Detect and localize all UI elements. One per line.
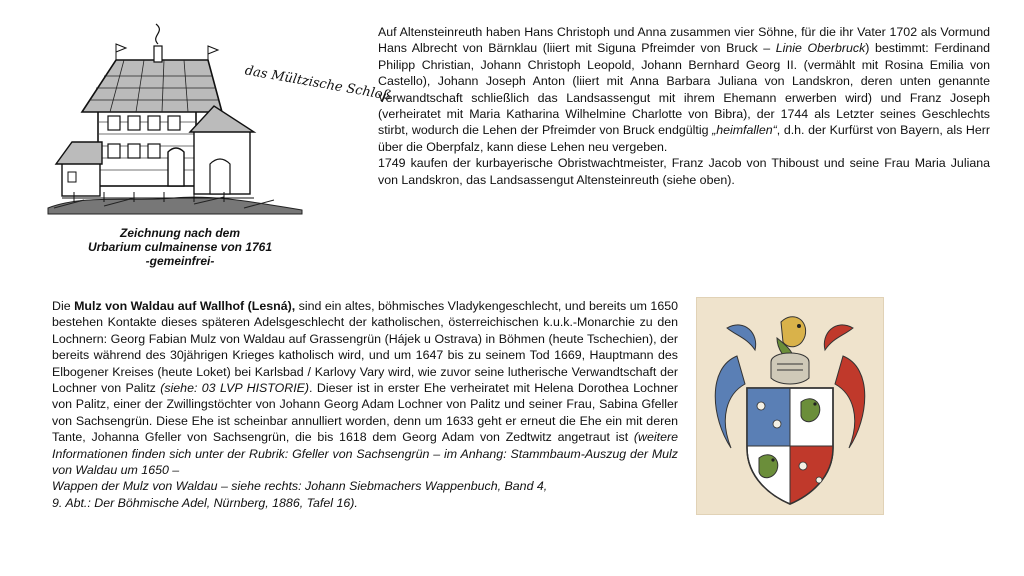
text-run: sind ein altes, böhmisches Vladykengeschlecht, und bereits um 1650 bestehen Kontakte dieses späteren Adelsgeschlecht der katholischen, österreichischen k.u.k.-Monarchie zu den Lochnern: Georg Fabian Mulz von Waldau auf Grassengrün (Hájek u Ostrava) in Böhmen (heute Tschechien), der bereits während des 30jährigen Krieges katholisch wird, und um 1647 bis zu seinem Tod 1669, Hauptmann des Elbogener Kreises (heute Loket) bei Karlsbad / Karlovy Vary wird, wie zuvor seine lutherische Verwandtschaft der Lochner von Palitz (52, 299, 678, 396)
text-run: , d.h. der Kurfürst von Bayern, als Herr über die Oberpfalz, kann diese Lehen neu vergeben. (378, 123, 990, 154)
coat-of-arms-image (696, 297, 884, 515)
caption-line-1: Zeichnung nach dem (119, 226, 240, 240)
italic-run: Wappen der Mulz von Waldau – siehe rechts: Johann Siebmachers Wappenbuch, Band 4, (52, 479, 548, 494)
italic-run: Linie Oberbruck (775, 41, 866, 56)
paragraph-mulz-von-waldau (52, 298, 678, 511)
castle-drawing (44, 22, 393, 218)
drawing-inscription: das Mültzische Schloß (243, 63, 393, 104)
text-run: Die (52, 299, 75, 313)
drawing-caption (40, 226, 320, 268)
caption-line-2: Urbarium culmainense von 1761 (87, 240, 273, 254)
italic-run: (weitere Informationen finden sich unter der Rubrik: Gfeller von Sachsengrün – im Anhang: Stammbaum-Auszug der Mulz von Waldau um 1650 – (52, 430, 678, 478)
italic-run: 9. Abt.: Der Böhmische Adel, Nürnberg, 1886, Tafel 16). (52, 495, 358, 510)
text-run: ) bestimmt: Ferdinand Philipp Christian, Johann Christoph Leopold, Johann Bernhard Georg II. (vermählt mit Rosina Emilia von Castello), Johann Joseph Anton (liiert mit Anna Barbara Juliana von Landskron, deren unten genannte Verwandtschaft schließlich das Landsassengut mit ihrem Ehemann erwerben wird) und Franz Joseph (verheiratet mit Maria Katharina Wilhelmine Charlotte von Bibra), der 1744 als Letzter seines Geschlechts stirbt, wodurch die Lehen der Pfreimder von Bruck endgültig (378, 41, 990, 138)
paragraph-altensteinreuth (378, 24, 990, 188)
paragraph-1749-purchase: 1749 kaufen der kurbayerische Obristwachtmeister, Franz Jacob von Thiboust und seine Frau Maria Juliana von Landskron, das Landsassengut Altensteinreuth (siehe oben). (378, 156, 990, 187)
italic-run: (siehe: 03 LVP HISTORIE) (160, 381, 310, 396)
paragraph-sons (378, 24, 990, 155)
caption-line-3: -gemeinfrei- (145, 254, 215, 268)
bold-run: Mulz von Waldau auf Wallhof (Lesná), (74, 299, 296, 313)
text-run: . Dieser ist in erster Ehe verheiratet mit Helena Dorothea Lochner von Palitz, einer der Zwillingstöchter von Johann Georg Adam Lochner von Palitz und seiner Frau, Sabina Gfeller von Sachsengrün. Diese Ehe ist scheinbar annulliert worden, denn um 1633 geht er erneut die Ehe ein mit deren Tante, Johanna Gfeller von Sachsengrün, die bis 1618 dem Georg Adam von Zedtwitz angetraut ist (52, 381, 678, 445)
text-run: Auf Altensteinreuth haben Hans Christoph und Anna zusammen vier Söhne, für die ihr Vater 1702 als Vormund Hans Albrecht von Bärnklau (liiert mit Siguna Pfreimder von Bruck – (378, 25, 990, 56)
italic-run: „heimfallen“ (712, 123, 777, 138)
